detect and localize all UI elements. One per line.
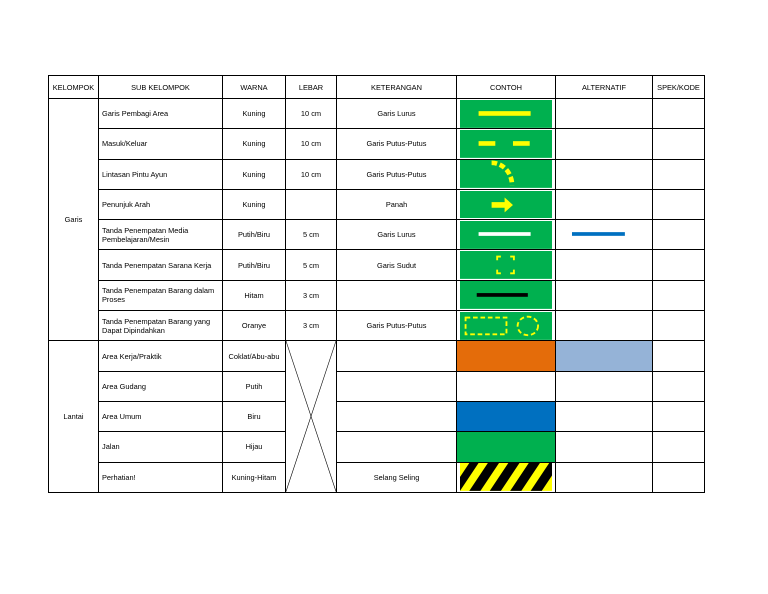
keterangan-cell: Garis Lurus bbox=[337, 99, 457, 129]
keterangan-cell bbox=[337, 401, 457, 431]
table-row bbox=[49, 189, 705, 219]
table-row bbox=[49, 250, 705, 280]
spek-kode-cell bbox=[653, 311, 705, 341]
contoh-yellow-dashed-line bbox=[457, 129, 556, 159]
sub-kelompok-cell: Masuk/Keluar bbox=[99, 129, 223, 159]
header-row bbox=[49, 76, 705, 99]
sub-kelompok-cell: Garis Pembagi Area bbox=[99, 99, 223, 129]
lebar-cell: 10 cm bbox=[286, 159, 337, 189]
sub-kelompok-cell: Tanda Penempatan Media Pembelajaran/Mesin bbox=[99, 220, 223, 250]
contoh-yellow-corner-marks bbox=[457, 250, 556, 280]
warna-cell: Kuning bbox=[223, 159, 286, 189]
sub-kelompok-cell: Area Umum bbox=[99, 401, 223, 431]
alternatif-cell bbox=[556, 250, 653, 280]
warna-cell: Kuning bbox=[223, 99, 286, 129]
warna-cell: Hitam bbox=[223, 280, 286, 310]
sub-kelompok-cell: Penunjuk Arah bbox=[99, 189, 223, 219]
alternatif-cell bbox=[556, 159, 653, 189]
alternatif-cell bbox=[556, 129, 653, 159]
keterangan-cell: Garis Lurus bbox=[337, 220, 457, 250]
spek-kode-cell bbox=[653, 250, 705, 280]
keterangan-cell bbox=[337, 371, 457, 401]
spek-kode-cell bbox=[653, 220, 705, 250]
keterangan-cell: Selang Seling bbox=[337, 462, 457, 492]
group-lantai: Lantai bbox=[49, 341, 99, 492]
warna-cell: Putih/Biru bbox=[223, 250, 286, 280]
warna-cell: Kuning bbox=[223, 189, 286, 219]
keterangan-cell bbox=[337, 432, 457, 462]
warna-cell: Kuning bbox=[223, 129, 286, 159]
lebar-cell: 3 cm bbox=[286, 280, 337, 310]
contoh-yellow-arrow bbox=[457, 189, 556, 219]
table-row bbox=[49, 99, 705, 129]
keterangan-cell: Panah bbox=[337, 189, 457, 219]
sub-kelompok-cell: Area Gudang bbox=[99, 371, 223, 401]
spek-kode-cell bbox=[653, 341, 705, 371]
lebar-cell bbox=[286, 189, 337, 219]
warna-cell: Kuning-Hitam bbox=[223, 462, 286, 492]
keterangan-cell: Garis Putus-Putus bbox=[337, 159, 457, 189]
table-row bbox=[49, 280, 705, 310]
spek-kode-cell bbox=[653, 462, 705, 492]
warna-cell: Coklat/Abu-abu bbox=[223, 341, 286, 371]
table-row bbox=[49, 159, 705, 189]
table-row bbox=[49, 311, 705, 341]
alternatif-cell bbox=[556, 311, 653, 341]
lebar-cell: 10 cm bbox=[286, 99, 337, 129]
table-row bbox=[49, 432, 705, 462]
table-row bbox=[49, 129, 705, 159]
header-kelompok: KELOMPOK bbox=[49, 76, 99, 99]
alternatif-cell bbox=[556, 432, 653, 462]
spek-kode-cell bbox=[653, 401, 705, 431]
alternatif-blue-solid-line bbox=[556, 220, 653, 250]
lebar-not-applicable-cross bbox=[286, 341, 337, 492]
warna-cell: Hijau bbox=[223, 432, 286, 462]
keterangan-cell bbox=[337, 280, 457, 310]
contoh-black-solid-line bbox=[457, 280, 556, 310]
sub-kelompok-cell: Tanda Penempatan Barang dalam Proses bbox=[99, 280, 223, 310]
sub-kelompok-cell: Tanda Penempatan Sarana Kerja bbox=[99, 250, 223, 280]
alternatif-cell bbox=[556, 280, 653, 310]
contoh-yellow-dashed-box-circle bbox=[457, 311, 556, 341]
contoh-yellow-solid-line bbox=[457, 99, 556, 129]
sub-kelompok-cell: Jalan bbox=[99, 432, 223, 462]
keterangan-cell bbox=[337, 341, 457, 371]
header-spek-kode: SPEK/KODE bbox=[653, 76, 705, 99]
table-row bbox=[49, 341, 705, 371]
alternatif-light-blue-fill bbox=[556, 341, 653, 371]
table-row bbox=[49, 462, 705, 492]
warna-cell: Putih bbox=[223, 371, 286, 401]
sub-kelompok-cell: Lintasan Pintu Ayun bbox=[99, 159, 223, 189]
warna-cell: Biru bbox=[223, 401, 286, 431]
lebar-cell: 5 cm bbox=[286, 220, 337, 250]
sub-kelompok-cell: Tanda Penempatan Barang yang Dapat Dipindahkan bbox=[99, 311, 223, 341]
spek-kode-cell bbox=[653, 280, 705, 310]
safety-marking-table bbox=[48, 75, 705, 493]
lebar-cell: 3 cm bbox=[286, 311, 337, 341]
keterangan-cell: Garis Putus-Putus bbox=[337, 129, 457, 159]
header-sub-kelompok: SUB KELOMPOK bbox=[99, 76, 223, 99]
spek-kode-cell bbox=[653, 159, 705, 189]
group-garis: Garis bbox=[49, 99, 99, 341]
spek-kode-cell bbox=[653, 189, 705, 219]
alternatif-cell bbox=[556, 462, 653, 492]
spek-kode-cell bbox=[653, 129, 705, 159]
table-row bbox=[49, 371, 705, 401]
alternatif-cell bbox=[556, 401, 653, 431]
alternatif-cell bbox=[556, 371, 653, 401]
table-row bbox=[49, 220, 705, 250]
keterangan-cell: Garis Putus-Putus bbox=[337, 311, 457, 341]
spek-kode-cell bbox=[653, 371, 705, 401]
header-warna: WARNA bbox=[223, 76, 286, 99]
header-keterangan: KETERANGAN bbox=[337, 76, 457, 99]
spek-kode-cell bbox=[653, 432, 705, 462]
lebar-cell: 5 cm bbox=[286, 250, 337, 280]
table-row bbox=[49, 401, 705, 431]
keterangan-cell: Garis Sudut bbox=[337, 250, 457, 280]
contoh-blue-fill bbox=[457, 401, 556, 431]
contoh-white-fill bbox=[457, 371, 556, 401]
alternatif-cell bbox=[556, 189, 653, 219]
header-contoh: CONTOH bbox=[457, 76, 556, 99]
header-lebar: LEBAR bbox=[286, 76, 337, 99]
lebar-cell: 10 cm bbox=[286, 129, 337, 159]
sub-kelompok-cell: Area Kerja/Praktik bbox=[99, 341, 223, 371]
contoh-orange-fill bbox=[457, 341, 556, 371]
contoh-green-fill bbox=[457, 432, 556, 462]
alternatif-cell bbox=[556, 99, 653, 129]
spek-kode-cell bbox=[653, 99, 705, 129]
header-alternatif: ALTERNATIF bbox=[556, 76, 653, 99]
contoh-white-solid-line bbox=[457, 220, 556, 250]
contoh-yellow-black-stripes bbox=[457, 462, 556, 492]
warna-cell: Oranye bbox=[223, 311, 286, 341]
contoh-yellow-door-swing-arc bbox=[457, 159, 556, 189]
sub-kelompok-cell: Perhatian! bbox=[99, 462, 223, 492]
warna-cell: Putih/Biru bbox=[223, 220, 286, 250]
